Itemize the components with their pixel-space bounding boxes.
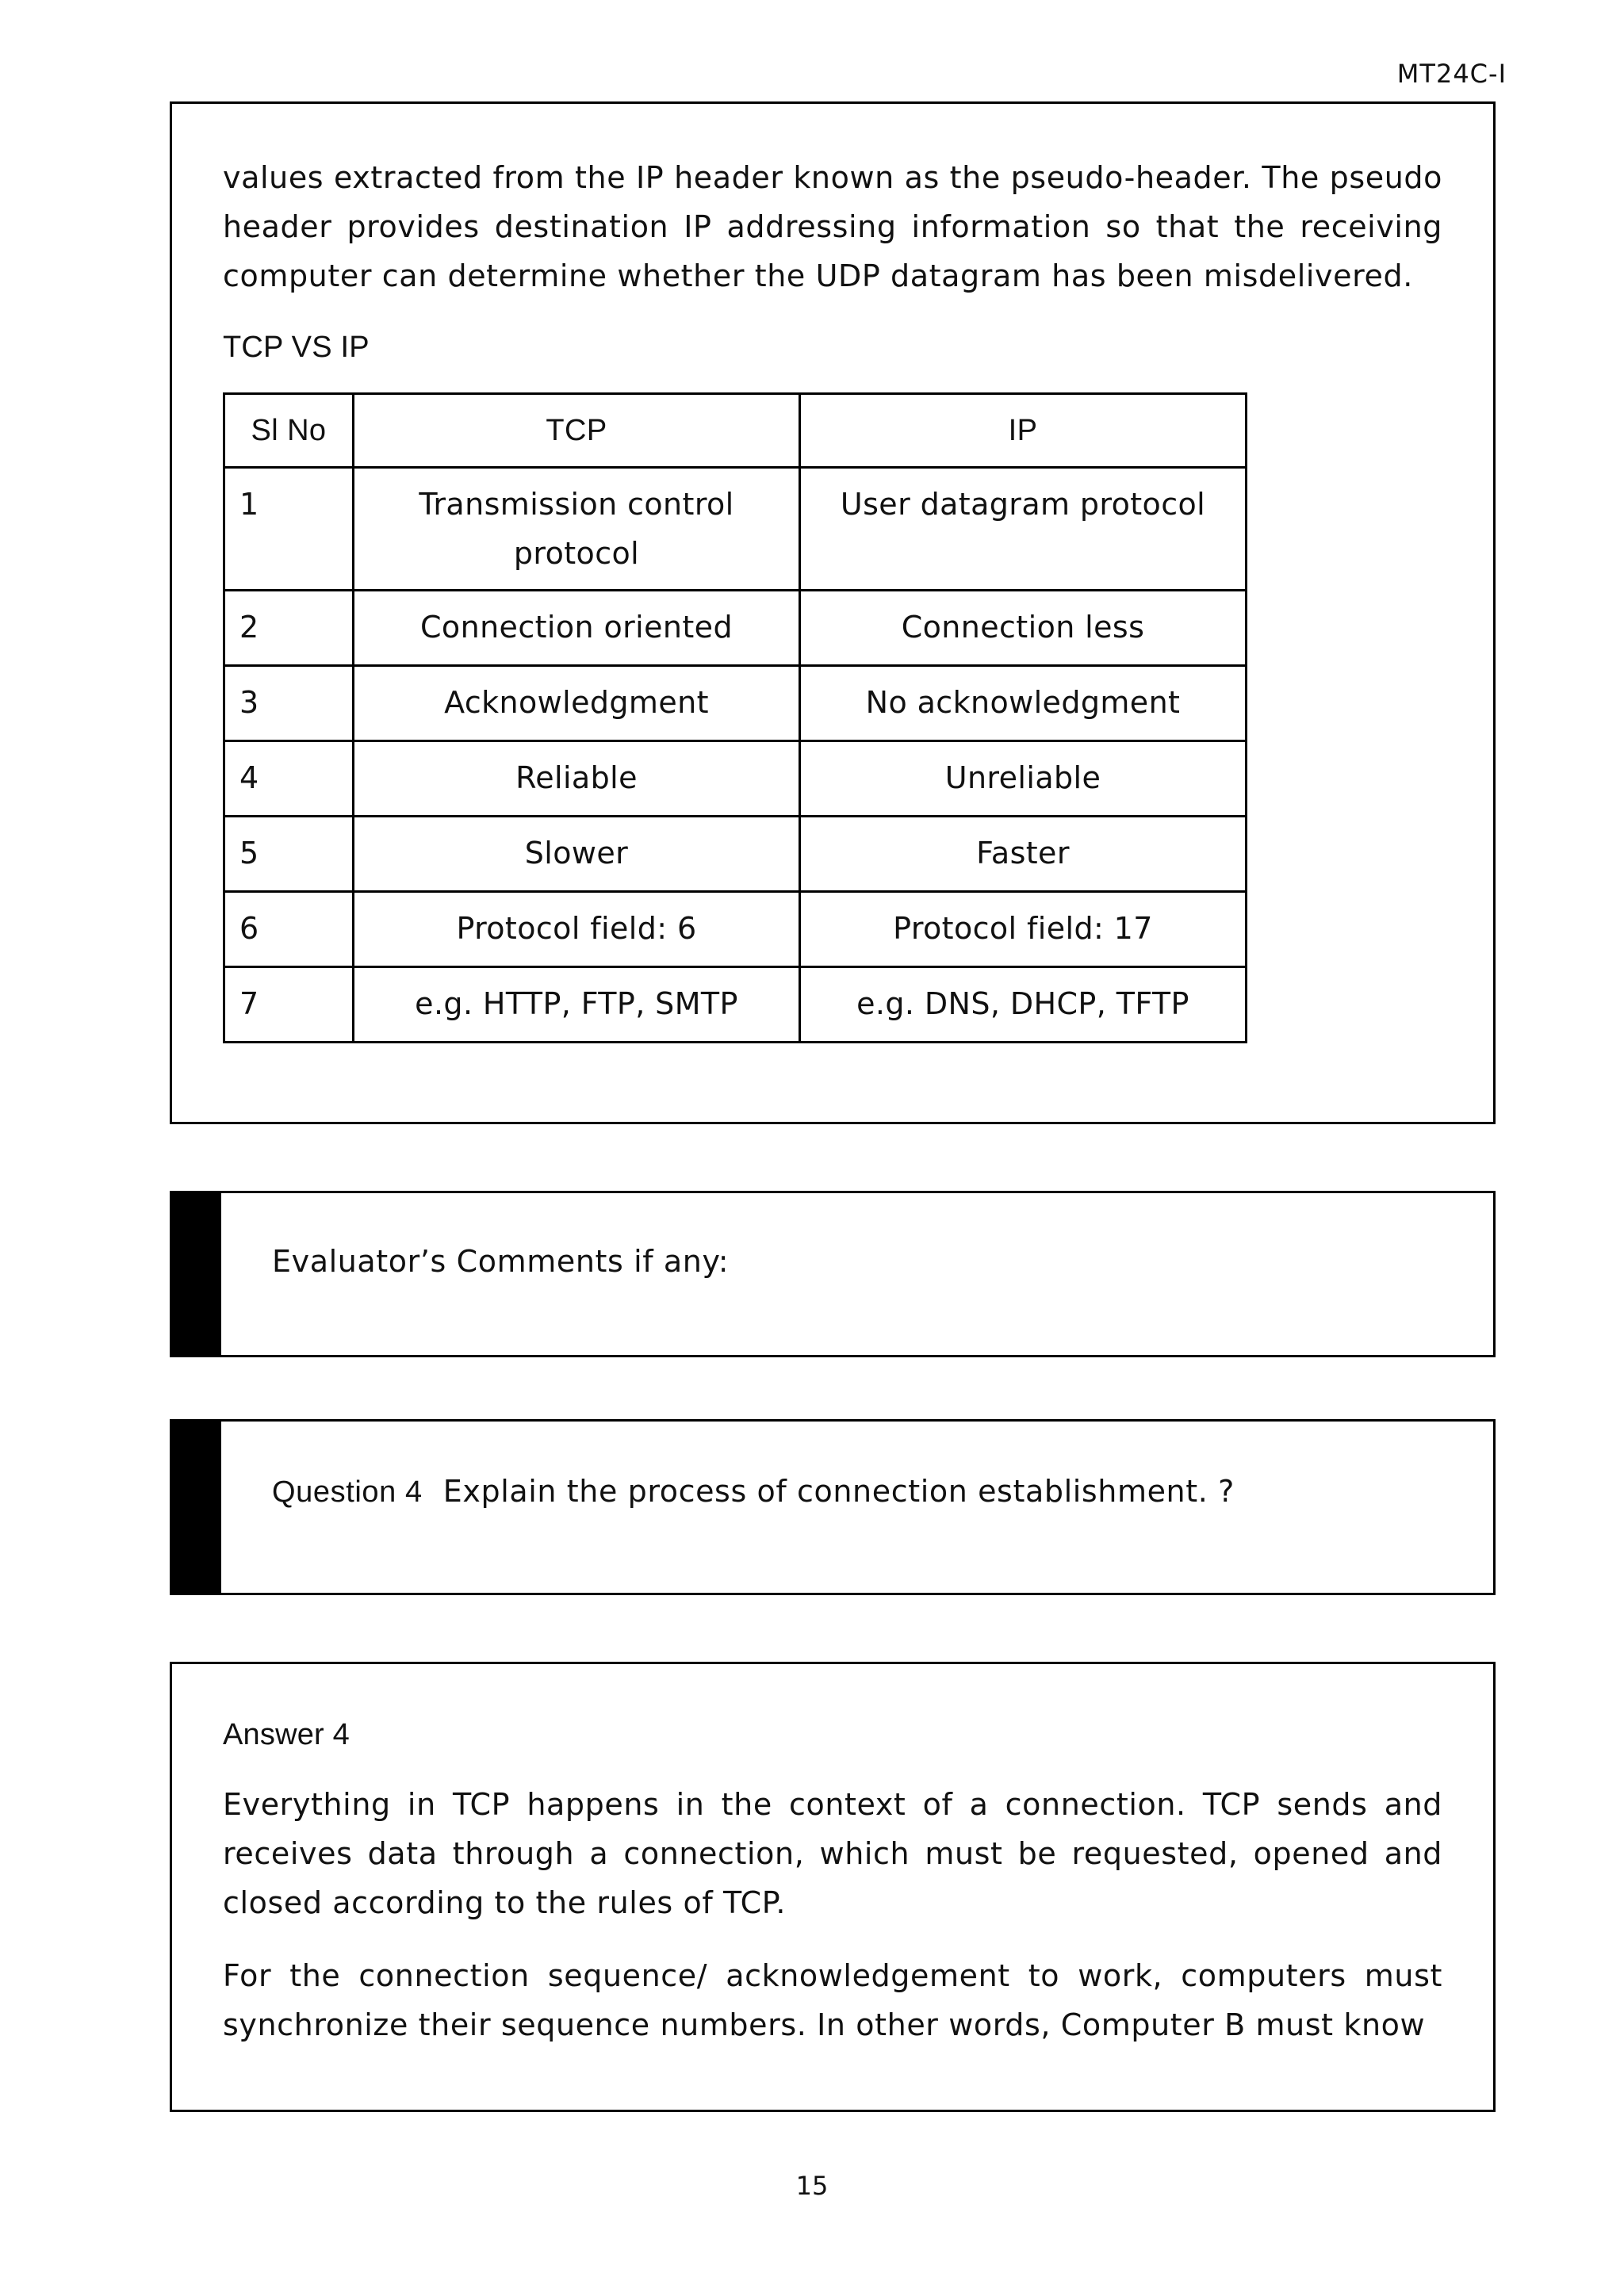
table-cell-tcp: Transmission control protocol [354,468,800,591]
table-cell-sl-no: 6 [224,892,354,967]
document-code: MT24C-I [1396,59,1507,89]
column-header-ip: IP [800,394,1247,468]
answer-paragraph: For the connection sequence/ acknowledgement to work, computers must synchronize their sequence numbers. In other words, Computer B must know [223,1958,1442,2042]
intro-paragraph: values extracted from the IP header known as the pseudo-header. The pseudo header provides destination IP addressing information so that the receiving computer can determine whether the UDP datagram has been misdelivered. [223,160,1442,293]
table-row [224,666,1247,741]
table-row [224,892,1247,967]
answer-heading: Answer 4 [223,1718,350,1751]
table-row [224,591,1247,666]
table-cell-ip: User datagram protocol [800,468,1247,591]
question-label: Question 4 [272,1475,423,1509]
table-row [224,967,1247,1043]
evaluator-comments-box [170,1191,1496,1357]
table-cell-sl-no: 1 [224,468,354,591]
table-cell-tcp: e.g. HTTP, FTP, SMTP [354,967,800,1043]
column-header-sl-no: Sl No [224,394,354,468]
comparison-table [223,392,1247,1043]
table-cell-ip: e.g. DNS, DHCP, TFTP [800,967,1247,1043]
answer-paragraph: Everything in TCP happens in the context of a connection. TCP sends and receives data through a connection, which must be requested, opened and closed according to the rules of TCP. [223,1787,1442,1920]
table-cell-sl-no: 5 [224,817,354,892]
table-cell-tcp: Acknowledgment [354,666,800,741]
table-cell-tcp: Reliable [354,741,800,817]
table-cell-ip: No acknowledgment [800,666,1247,741]
table-cell-ip: Connection less [800,591,1247,666]
table-cell-ip: Unreliable [800,741,1247,817]
table-header-row [224,394,1247,468]
table-cell-sl-no: 2 [224,591,354,666]
table-cell-tcp: Connection oriented [354,591,800,666]
table-cell-ip: Protocol field: 17 [800,892,1247,967]
table-cell-sl-no: 7 [224,967,354,1043]
page-number: 15 [795,2171,829,2201]
content-box-top [170,101,1496,1124]
column-header-tcp: TCP [354,394,800,468]
answer-box [170,1662,1496,2112]
table-cell-tcp: Slower [354,817,800,892]
table-cell-sl-no: 4 [224,741,354,817]
question-line [272,1474,1235,1510]
question-side-bar [172,1422,221,1593]
section-title: TCP VS IP [223,331,370,364]
table-row [224,741,1247,817]
table-cell-sl-no: 3 [224,666,354,741]
table-row [224,817,1247,892]
evaluator-comments-label: Evaluator’s Comments if any: [272,1244,730,1279]
comments-side-bar [172,1193,221,1355]
table-cell-ip: Faster [800,817,1247,892]
question-box [170,1419,1496,1595]
table-cell-tcp: Protocol field: 6 [354,892,800,967]
table-row [224,468,1247,591]
question-text: Explain the process of connection establishment. ? [442,1474,1235,1509]
